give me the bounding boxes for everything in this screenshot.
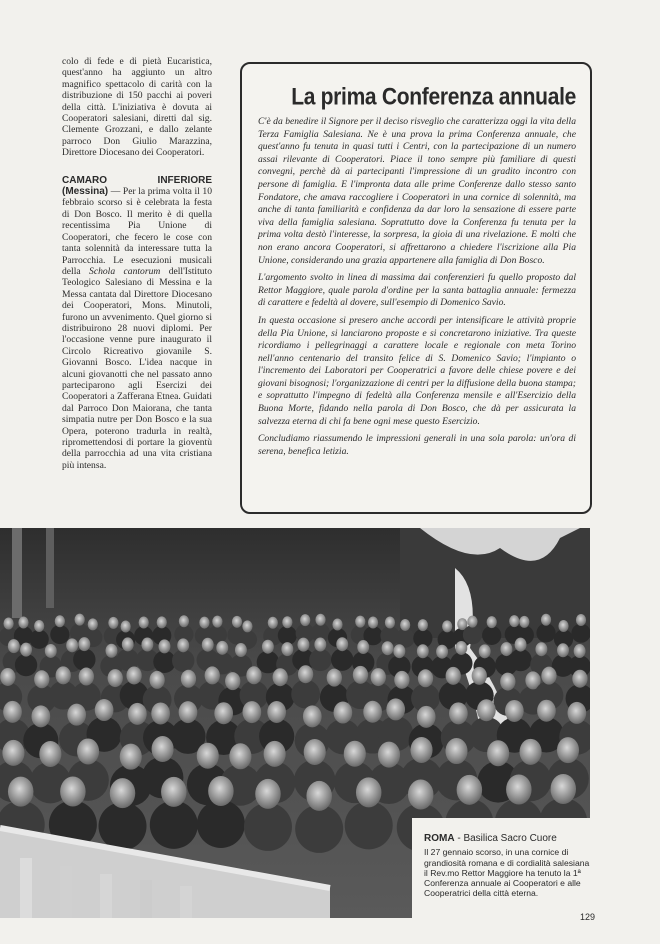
caption-place: ROMA [424,833,455,844]
article-title: La prima Conferenza annuale [291,84,576,111]
article-paragraph-3: In questa occasione si presero anche accordi per intensificare le attività proprie della Pia Unione, si lanciarono proposte e si concretarono iniziative. Tra queste ricordiamo i pellegrinaggi a carattere locale e regionale con meta Torino nell'anno centenario del transito felice di S. Domenico Savio; l'impianto o l'incremento dei Laboratori per Cooperatrici a favore delle chiese povere e dei giovani bisognosi; l'organizzazione di centri per la diffusione della buona stampa; e soprattutto l'impegno di fedeltà alla Conferenza mensile e all'Esercizio della Buona Morte, fidando nella parola di Don Bosco, che dà per assicurata la salvezza eterna di chi fa bene ogni mese questo Esercizio. [258,314,576,427]
schola-cantorum: Schola cantorum [89,265,161,277]
caption-subtitle: - Basilica Sacro Cuore [454,833,557,844]
article-paragraph-2: L'argomento svolto in linea di massima dai conferenzieri fu quello proposto dal Rettor Maggiore, quale parola d'ordine per la santa battaglia annuale: fermezza di carattere e fedeltà al dovere, sull'esempio di Domenico Savio. [258,272,576,309]
article-paragraph-1: C'è da benedire il Signore per il deciso risveglio che caratterizza oggi la vita della Terza Famiglia Salesiana. Ne è una prova la prima Conferenza annuale, che quest'anno fu tenuta in quasi tutti i Centri, con la partecipazione di un numero assai rilevante di Cooperatori. Piace il tono sempre più familiare di questi convegni, perchè dà ai partecipanti l'impressione di un gradito incontro con persone di famiglia. E l'impronta data alle prime Conferenze dallo stesso santo Fondatore, che amava raccogliere i Cooperatori in una cornice di solennità, ma anche di tanta familiarità e confidenza da dar loro la sensazione di essere parte viva della famiglia salesiana. Soprattutto dove la Conferenza fu tenuta per la prima volta destò l'interesse, la sorpresa, la gioia di una rivelazione. E molti che non erano ancora Cooperatori, si affrettarono a chiedere l'iscrizione alla Pia Unione, considerando una grazia appartenere alla famiglia di Don Bosco. [258,116,576,266]
caption-text: Il 27 gennaio scorso, in una cornice di grandiosità romana e di cordialità salesiana il Rev.mo Rettor Maggiore ha tenuto la 1ª Conferenza annuale ai Cooperatori e alle Cooperatrici della città eterna. [424,847,590,899]
article-paragraph-4: Concludiamo riassumendo le impressioni generali in una sola parola: un'ora di serena, benefica letizia. [258,433,576,457]
left-column [62,56,212,471]
section-text-1: — Per la prima volta il 10 febbraio scorso si è celebrata la festa di Don Bosco. Il merito è di quella recentissima Pia Unione di Cooperatori, che fecero le cose con tanta solennità da interessare tutta la Parrocchia. Le esecuzioni musicali della [62,186,212,277]
section-heading: CAMARO INFERIORE (Messina) [62,174,212,198]
page-number: 129 [580,912,596,922]
camaro-paragraph [62,175,212,472]
article-box [240,62,592,514]
caption-title [424,834,594,844]
photo-caption [412,818,598,918]
section-text-2: dell'Istituto Teologico Salesiano di Messina e la Messa cantata dal Direttore Diocesano dei Cooperatori, Mons. Minutoli, furono un avvenimento. Quel giorno si distribuirono 28 nuovi diplomi. Per l'occasione venne pure inaugurato il Circolo Ricreativo giovanile S. Giovanni Bosco. L'idea nacque in alcuni giovanotti che nel passato anno parteciparono agli Esercizi dei Cooperatori a Zafferana Etnea. Guidati dal Parroco Don Maiorana, che tanta simpatia nutre per Don Bosco e la sua Opera, poterono tradurla in realtà, ripromettendosi di portare la gioventù della parrocchia ad una vita cristiana più intensa. [62,265,212,471]
intro-paragraph: colo di fede e di pietà Eucaristica, quest'anno ha aggiunto un altro magnifico spettacolo di carità con la distribuzione di 150 pacchi ai poveri della città. L'iniziativa è dovuta ai Cooperatori salesiani, diretti dal sig. Clemente Grozzani, e dallo zelante parroco Don Giulio Marazzina, Direttore Diocesano dei Cooperatori. [62,56,212,159]
